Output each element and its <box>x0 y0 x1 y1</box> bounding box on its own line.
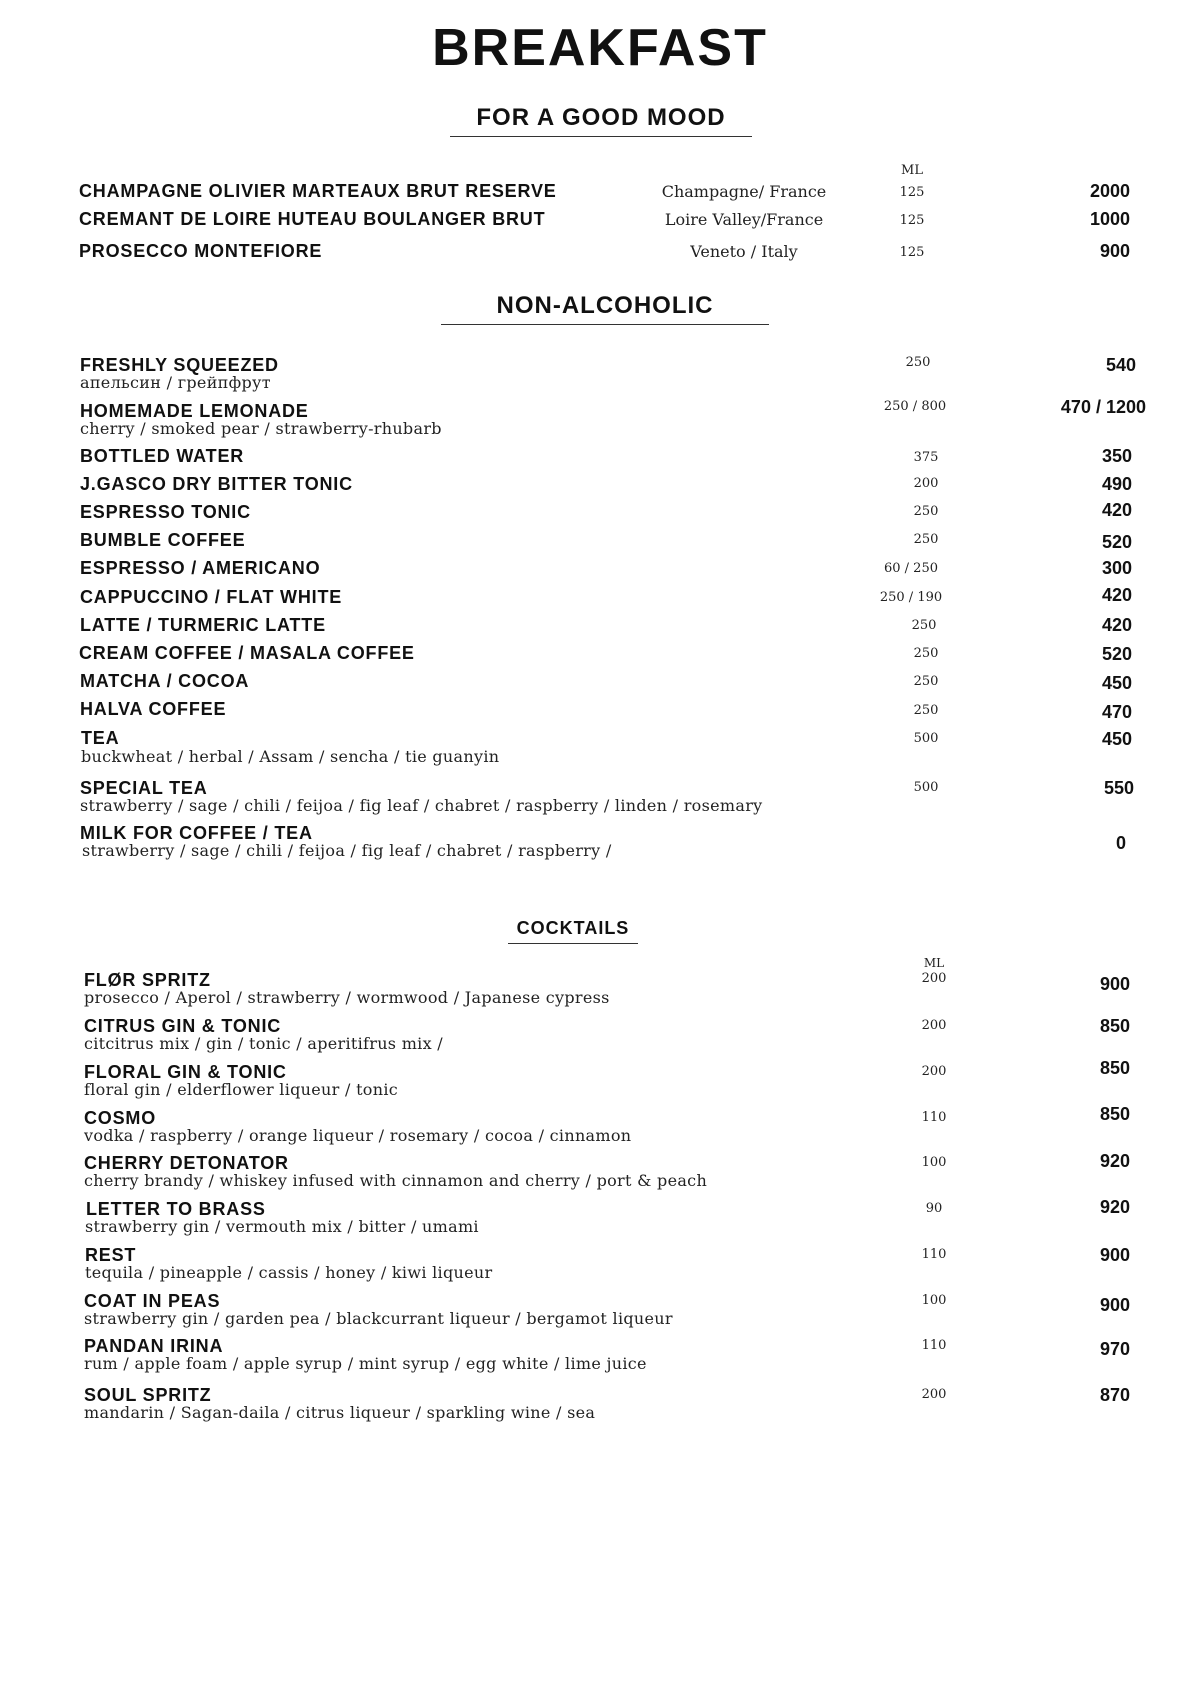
item-price: 970 <box>1099 1339 1130 1359</box>
item-name: SPECIAL TEA <box>80 778 208 798</box>
item-price: 2000 <box>1089 181 1130 201</box>
item-description: rum / apple foam / apple syrup / mint syrup / egg white / lime juice <box>84 1354 647 1373</box>
item-volume: 200 <box>913 476 939 491</box>
item-name: LATTE / TURMERIC LATTE <box>80 615 326 635</box>
item-description: prosecco / Aperol / strawberry / wormwood / Japanese cypress <box>84 988 610 1007</box>
item-name: CHERRY DETONATOR <box>84 1153 289 1173</box>
item-price: 420 <box>1101 585 1132 605</box>
item-name: REST <box>85 1245 137 1265</box>
item-price: 350 <box>1101 446 1132 466</box>
item-price: 490 <box>1101 474 1132 494</box>
item-description: vodka / raspberry / orange liqueur / rosemary / cocoa / cinnamon <box>84 1126 632 1145</box>
item-description: strawberry gin / garden pea / blackcurrant liqueur / bergamot liqueur <box>84 1309 673 1328</box>
item-volume: 200 <box>921 971 947 986</box>
item-description: floral gin / elderflower liqueur / tonic <box>84 1080 399 1099</box>
item-name: CITRUS GIN & TONIC <box>84 1016 282 1036</box>
section-title-cocktails: COCKTAILS <box>508 918 638 944</box>
page-title: BREAKFAST <box>432 19 768 77</box>
item-price: 420 <box>1101 615 1132 635</box>
item-name: LETTER TO BRASS <box>86 1199 266 1219</box>
item-volume: 250 <box>905 355 931 370</box>
item-volume: 125 <box>899 245 925 260</box>
item-price: 850 <box>1099 1058 1130 1078</box>
item-name: CREAM COFFEE / MASALA COFFEE <box>79 643 415 663</box>
item-price: 520 <box>1101 532 1132 552</box>
item-description: cherry brandy / whiskey infused with cinnamon and cherry / port & peach <box>84 1171 708 1190</box>
item-name: HOMEMADE LEMONADE <box>80 401 309 421</box>
item-volume: 250 / 800 <box>883 399 947 414</box>
item-name: HALVA COFFEE <box>80 699 227 719</box>
item-price: 900 <box>1099 1245 1130 1265</box>
item-description: strawberry gin / vermouth mix / bitter / umami <box>85 1217 479 1236</box>
item-name: COAT IN PEAS <box>84 1291 221 1311</box>
item-price: 520 <box>1101 644 1132 664</box>
item-volume: 200 <box>921 1018 947 1033</box>
item-name: MILK FOR COFFEE / TEA <box>80 823 313 843</box>
item-price: 470 / 1200 <box>1060 397 1146 417</box>
item-price: 870 <box>1099 1385 1130 1405</box>
item-volume: 250 <box>913 646 939 661</box>
item-price: 450 <box>1101 673 1132 693</box>
item-name: PROSECCO MONTEFIORE <box>79 241 323 261</box>
item-volume: 90 <box>925 1201 943 1216</box>
item-volume: 250 <box>913 703 939 718</box>
item-price: 420 <box>1101 500 1132 520</box>
item-price: 900 <box>1099 1295 1130 1315</box>
item-volume: 250 <box>913 532 939 547</box>
volume-unit-label: ML <box>923 956 945 970</box>
item-name: CHAMPAGNE OLIVIER MARTEAUX BRUT RESERVE <box>79 181 557 201</box>
section-title-good-mood: FOR A GOOD MOOD <box>450 104 752 137</box>
item-name: J.GASCO DRY BITTER TONIC <box>80 474 353 494</box>
item-price: 0 <box>1115 833 1126 853</box>
item-volume: 125 <box>899 213 925 228</box>
item-origin: Champagne/ France <box>661 182 827 201</box>
item-description: strawberry / sage / chili / feijoa / fig leaf / chabret / raspberry / <box>82 841 612 860</box>
item-name: ESPRESSO / AMERICANO <box>80 558 321 578</box>
item-volume: 250 / 190 <box>879 590 943 605</box>
item-price: 920 <box>1099 1197 1130 1217</box>
item-volume: 110 <box>921 1110 947 1125</box>
item-name: CAPPUCCINO / FLAT WHITE <box>80 587 343 607</box>
item-name: PANDAN IRINA <box>84 1336 224 1356</box>
item-name: SOUL SPRITZ <box>84 1385 212 1405</box>
item-volume: 200 <box>921 1064 947 1079</box>
item-name: CREMANT DE LOIRE HUTEAU BOULANGER BRUT <box>79 209 546 229</box>
item-volume: 250 <box>913 504 939 519</box>
item-name: FLORAL GIN & TONIC <box>84 1062 287 1082</box>
item-volume: 250 <box>911 618 937 633</box>
item-volume: 60 / 250 <box>884 561 938 576</box>
item-price: 470 <box>1101 702 1132 722</box>
item-volume: 110 <box>921 1247 947 1262</box>
section-title-non-alcoholic: NON-ALCOHOLIC <box>441 292 769 325</box>
item-price: 1000 <box>1089 209 1130 229</box>
item-origin: Veneto / Italy <box>690 242 798 261</box>
item-volume: 110 <box>921 1338 947 1353</box>
item-price: 900 <box>1099 974 1130 994</box>
item-price: 450 <box>1101 729 1132 749</box>
item-volume: 500 <box>913 780 939 795</box>
item-volume: 250 <box>913 674 939 689</box>
item-description: апельсин / грейпфрут <box>80 373 271 392</box>
item-price: 540 <box>1105 355 1136 375</box>
volume-unit-label: ML <box>901 163 923 178</box>
item-price: 920 <box>1099 1151 1130 1171</box>
item-volume: 125 <box>899 185 925 200</box>
item-volume: 100 <box>921 1155 947 1170</box>
item-description: tequila / pineapple / cassis / honey / kiwi liqueur <box>85 1263 493 1282</box>
item-price: 900 <box>1099 241 1130 261</box>
item-name: BOTTLED WATER <box>80 446 245 466</box>
item-description: strawberry / sage / chili / feijoa / fig leaf / chabret / raspberry / linden / rosemary <box>80 796 763 815</box>
item-description: citcitrus mix / gin / tonic / aperitifrus mix / <box>84 1034 443 1053</box>
item-name: MATCHA / COCOA <box>80 671 250 691</box>
item-volume: 500 <box>913 731 939 746</box>
item-description: buckwheat / herbal / Assam / sencha / tie guanyin <box>81 747 500 766</box>
item-price: 850 <box>1099 1016 1130 1036</box>
item-description: cherry / smoked pear / strawberry-rhubarb <box>80 419 442 438</box>
item-volume: 100 <box>921 1293 947 1308</box>
item-name: ESPRESSO TONIC <box>80 502 251 522</box>
item-name: COSMO <box>84 1108 157 1128</box>
item-volume: 375 <box>913 450 939 465</box>
item-price: 300 <box>1101 558 1132 578</box>
item-name: BUMBLE COFFEE <box>80 530 246 550</box>
item-origin: Loire Valley/France <box>664 210 824 229</box>
item-price: 850 <box>1099 1104 1130 1124</box>
item-price: 550 <box>1103 778 1134 798</box>
item-name: TEA <box>81 728 120 748</box>
item-volume: 200 <box>921 1387 947 1402</box>
item-description: mandarin / Sagan-daila / citrus liqueur / sparkling wine / sea <box>84 1403 596 1422</box>
item-name: FRESHLY SQUEEZED <box>80 355 279 375</box>
item-name: FLØR SPRITZ <box>84 970 211 990</box>
